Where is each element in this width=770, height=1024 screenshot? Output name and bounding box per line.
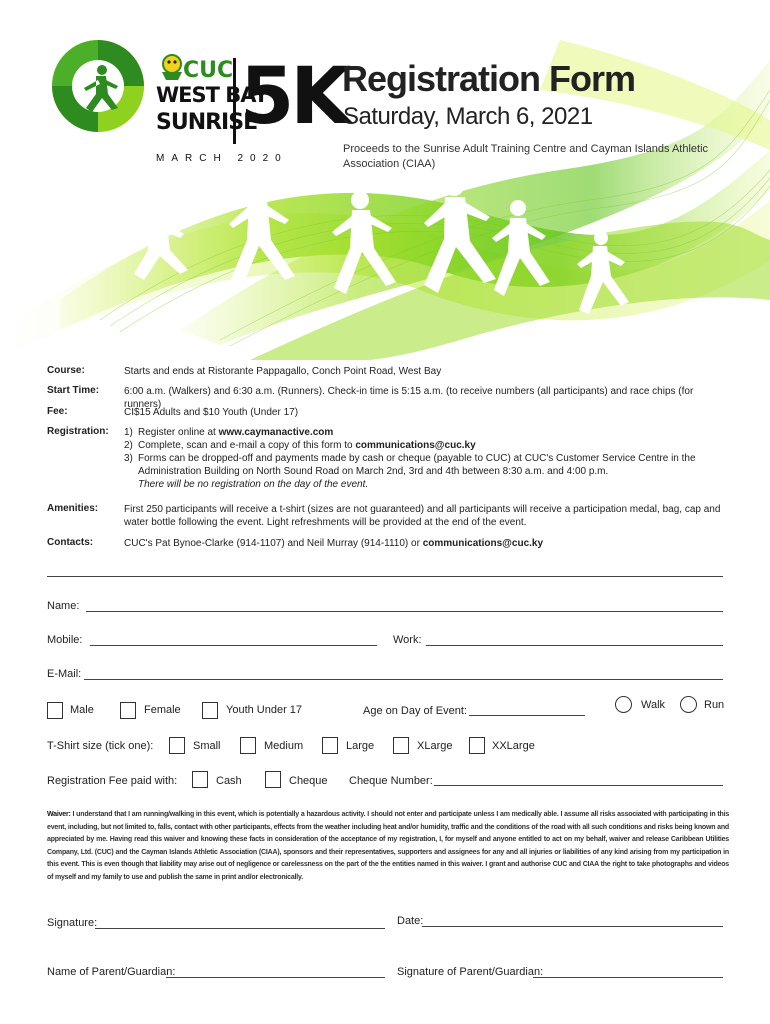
parent-name-field[interactable] [166, 977, 385, 978]
online-link[interactable]: www.caymanactive.com [218, 427, 334, 438]
tshirt-label: T-Shirt size (tick one): [47, 740, 154, 752]
cheque-number-field[interactable] [434, 785, 723, 786]
female-label: Female [144, 704, 181, 716]
contacts-label: Contacts: [47, 537, 94, 548]
logo-west-bay: WEST BAY [156, 83, 268, 107]
parent-signature-field[interactable] [533, 977, 723, 978]
amenities-value: First 250 participants will receive a t-shirt (sizes are not guaranteed) and all participants will receive a participation medal, bag, cap and water bottle following the event. Light refreshments will be provided at the end of the event. [124, 504, 721, 528]
logo-cuc: CUC [183, 58, 234, 83]
parent-name-label: Name of Parent/Guardian: [47, 966, 176, 978]
reg-step-2: 2) Complete, scan and e-mail a copy of this form to communications@cuc.ky [124, 440, 476, 451]
start-time-label: Start Time: [47, 385, 100, 396]
size-large-label: Large [346, 740, 375, 752]
reg-step-3: 3) Forms can be dropped-off and payments made by cash or cheque (payable to CUC) at CUC's Customer Service Centre in the Administration Building on North Sound Road on March 2nd, 3rd and 4th between 8:30 a.m. and 4:00 p.m. [124, 453, 696, 477]
work-field[interactable] [426, 645, 723, 646]
work-label: Work: [393, 634, 422, 646]
contacts-value: CUC's Pat Bynoe-Clarke (914-1107) and Neil Murray (914-1110) or communications@cuc.ky [124, 538, 544, 549]
mobile-field[interactable] [90, 645, 377, 646]
cheque-checkbox[interactable] [265, 771, 281, 788]
fee-paid-label: Registration Fee paid with: [47, 775, 178, 787]
runners-banner-graphic [0, 0, 770, 360]
cheque-number-label: Cheque Number: [349, 775, 433, 787]
male-label: Male [70, 704, 94, 716]
course-label: Course: [47, 365, 85, 376]
course-value: Starts and ends at Ristorante Pappagallo, Conch Point Road, West Bay [124, 366, 442, 377]
age-label: Age on Day of Event: [363, 705, 467, 717]
female-checkbox[interactable] [120, 702, 136, 719]
contacts-email-link[interactable]: communications@cuc.ky [422, 538, 544, 549]
logo-sunrise: SUNRISE [156, 110, 258, 135]
amenities-label: Amenities: [47, 503, 99, 514]
run-label: Run [704, 699, 725, 711]
signature-label: Signature: [47, 917, 98, 929]
youth-checkbox[interactable] [202, 702, 218, 719]
no-registration-note: There will be no registration on the day of the event. [138, 479, 369, 490]
age-field[interactable] [469, 715, 585, 716]
cash-label: Cash [216, 775, 242, 787]
event-date: Saturday, March 6, 2021 [343, 103, 593, 130]
reg-step-1: 1) Register online at www.caymanactive.com [124, 427, 334, 438]
youth-label: Youth Under 17 [226, 704, 303, 716]
size-xxlarge-label: XXLarge [492, 740, 535, 752]
date-field[interactable] [422, 926, 723, 927]
cash-checkbox[interactable] [192, 771, 208, 788]
size-small-checkbox[interactable] [169, 737, 185, 754]
mobile-label: Mobile: [47, 634, 83, 646]
size-small-label: Small [193, 740, 221, 752]
email-link[interactable]: communications@cuc.ky [355, 440, 476, 451]
size-medium-checkbox[interactable] [240, 737, 256, 754]
male-checkbox[interactable] [47, 702, 63, 719]
run-radio[interactable] [680, 696, 697, 713]
date-label: Date: [397, 915, 424, 927]
name-field[interactable] [86, 611, 723, 612]
logo-month-year: MARCH 2020 [156, 153, 288, 164]
start-time-value: 6:00 a.m. (Walkers) and 6:30 a.m. (Runners). Check-in time is 5:15 a.m. (to receive numbers (all participants) and race chips (for runners) [124, 386, 694, 410]
fee-label: Fee: [47, 406, 68, 417]
waiver-text: Waiver: I understand that I am running/walking in this event, which is potentially a hazardous activity. I should not enter and participate unless I am medically able. I assume all risks associated with participating in this event, including, but not limited to, falls, contact with other participants, effects from the weather including heat and/or humidity, traffic and the conditions of the road with all such conditions and risks being known and appreciated by me. Having read this waiver and knowing these facts in consideration of the acceptance of my registration, I, for myself and anyone entitled to act on my behalf, waiver and release Caribbean Utilities Company, Ltd. (CUC) and the Cayman Islands Athletic Association (CIAA), sponsors and their representatives, supporters and assignees for any and all injuries or liabilities of any kind arising from my participation in this event. This is even though that liability may arise out of negligence or carelessness on the part of the the entities named in this waiver. I grant and authorise CUC and CIAA the right to take photographs and videos of myself and my family to use and publish the same in print and/or electronically. [47, 811, 730, 881]
email-field[interactable] [84, 679, 723, 680]
registration-steps [124, 426, 724, 491]
size-large-checkbox[interactable] [322, 737, 338, 754]
cheque-label: Cheque [289, 775, 328, 787]
name-label: Name: [47, 600, 80, 612]
walk-radio[interactable] [615, 696, 632, 713]
fee-value: CI$15 Adults and $10 Youth (Under 17) [124, 407, 299, 418]
section-divider [47, 576, 723, 577]
page-title: Registration Form [342, 58, 636, 99]
size-medium-label: Medium [264, 740, 304, 752]
parent-signature-label: Signature of Parent/Guardian: [397, 966, 544, 978]
size-xlarge-label: XLarge [417, 740, 453, 752]
size-xxlarge-checkbox[interactable] [469, 737, 485, 754]
signature-field[interactable] [95, 928, 385, 929]
walk-label: Walk [641, 699, 666, 711]
registration-label: Registration: [47, 426, 109, 437]
email-label: E-Mail: [47, 668, 82, 680]
size-xlarge-checkbox[interactable] [393, 737, 409, 754]
proceeds-note: Proceeds to the Sunrise Adult Training Centre and Cayman Islands Athletic Association (CIAA) [343, 143, 709, 170]
logo-5k: 5K [240, 52, 347, 142]
emblem [52, 40, 144, 132]
